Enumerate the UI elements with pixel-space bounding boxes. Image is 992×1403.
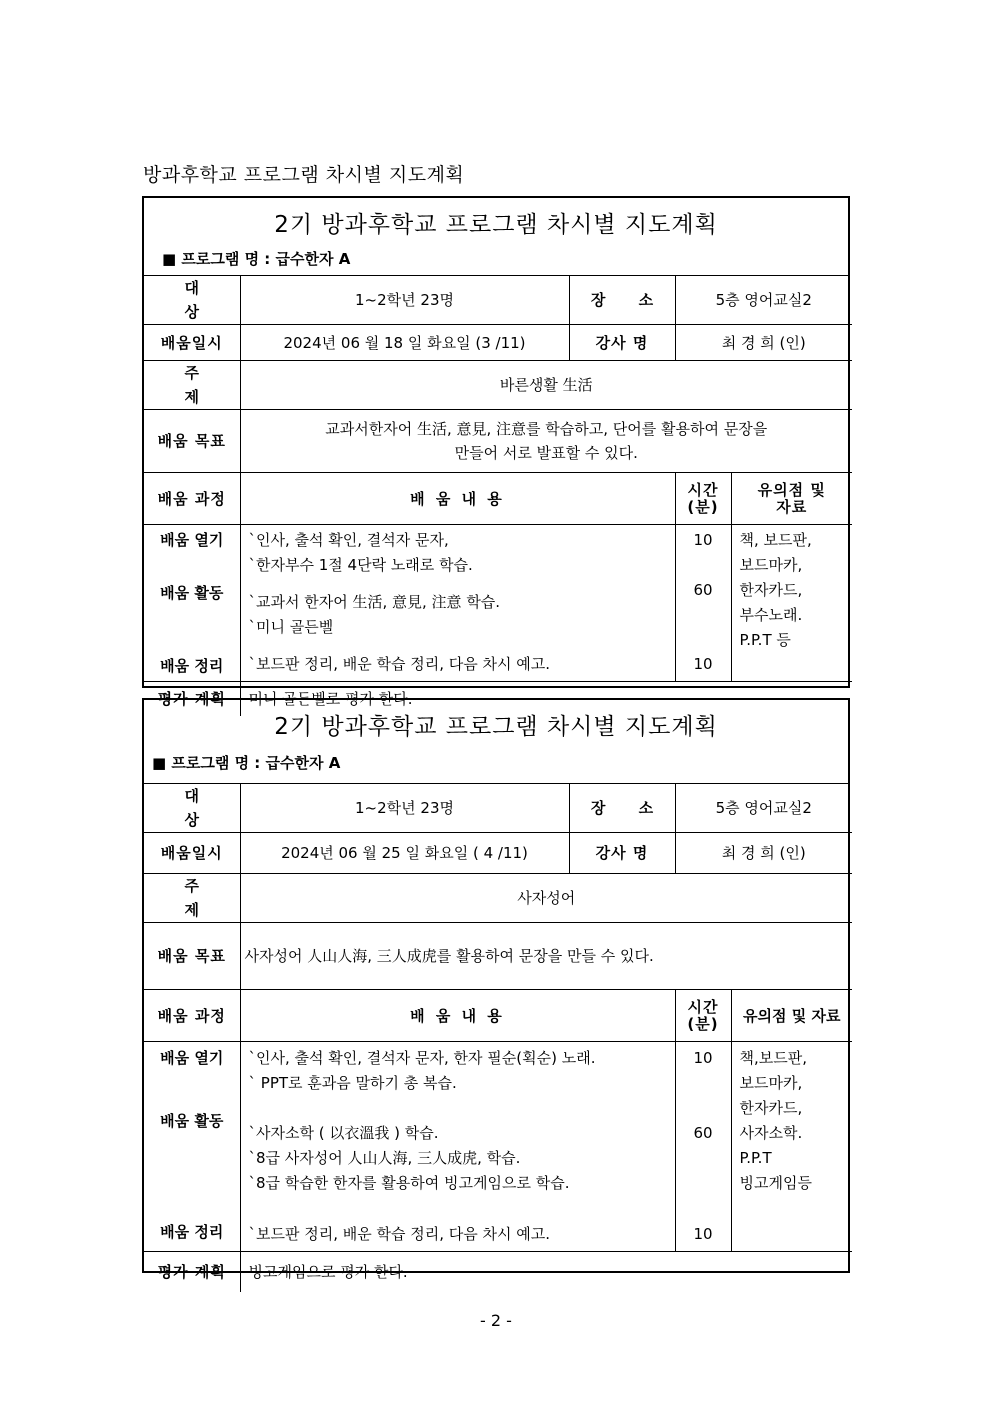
time-value: 10 xyxy=(693,655,713,673)
plan-table xyxy=(144,276,852,716)
material-line: 사자소학. xyxy=(739,1124,803,1142)
content-header: 배 움 내 용 xyxy=(240,990,675,1042)
process-steps xyxy=(144,1042,240,1252)
lesson-plan-1 xyxy=(142,196,850,708)
content-line: `사자소학 ( 以衣溫我 ) 학습. xyxy=(248,1124,439,1142)
eval-label: 평가 계획 xyxy=(144,682,240,716)
eval-label: 평가 계획 xyxy=(144,1252,240,1292)
goal-line: 만들어 서로 발표할 수 있다. xyxy=(454,444,638,462)
plan-title: 2기 방과후학교 프로그램 차시별 지도계획 xyxy=(274,212,718,238)
goal-label: 배움 목표 xyxy=(144,923,240,990)
step-close: 배움 정리 xyxy=(160,1223,224,1241)
materials-cell xyxy=(731,525,852,682)
content-line: `8급 학습한 한자를 활용하여 빙고게임으로 학습. xyxy=(248,1174,570,1192)
goal-line: 교과서한자어 生活, 意見, 注意를 학습하고, 단어를 활용하여 문장을 xyxy=(325,420,768,438)
target-label: 대 상 xyxy=(144,276,240,325)
materials-cell xyxy=(731,1042,852,1252)
place-value: 5층 영어교실2 xyxy=(675,784,852,833)
program-value: 급수한자 A xyxy=(265,754,341,772)
place-label: 장 소 xyxy=(569,276,675,325)
time-value: 10 xyxy=(693,531,713,549)
content-line: `인사, 출석 확인, 결석자 문자, xyxy=(248,531,449,549)
content-line: `한자부수 1절 4단락 노래로 학습. xyxy=(248,556,473,574)
content-line: `보드판 정리, 배운 학습 정리, 다음 차시 예고. xyxy=(248,1225,551,1243)
teacher-label: 강사 명 xyxy=(569,325,675,361)
eval-value: 빙고게임으로 평가 한다. xyxy=(240,1252,852,1292)
time-cell xyxy=(675,525,731,682)
teacher-label: 강사 명 xyxy=(569,833,675,874)
plan-title: 2기 방과후학교 프로그램 차시별 지도계획 xyxy=(274,714,718,740)
content-cell xyxy=(240,525,675,682)
plan-header xyxy=(144,198,848,276)
step-open: 배움 열기 xyxy=(160,531,224,549)
goal-value xyxy=(240,410,852,473)
topic-label: 주 제 xyxy=(144,361,240,410)
material-line: 책, 보드판, xyxy=(739,531,812,549)
material-line: 부수노래. xyxy=(739,606,803,624)
time-value: 60 xyxy=(693,581,713,599)
material-line: P.P.T 등 xyxy=(739,631,791,649)
goal-line: 사자성어 人山人海, 三人成虎를 활용하여 문장을 만들 수 있다. xyxy=(244,947,654,965)
plan-header xyxy=(144,700,848,784)
program-label: ■ 프로그램 명 : xyxy=(162,250,276,268)
content-header: 배 움 내 용 xyxy=(240,473,675,525)
eval-value: 미니 골든벨로 평가 한다. xyxy=(240,682,852,716)
place-label: 장 소 xyxy=(569,784,675,833)
step-activity: 배움 활동 xyxy=(160,584,224,602)
target-value: 1~2학년 23명 xyxy=(240,276,569,325)
program-label: ■ 프로그램 명 : xyxy=(152,754,266,772)
material-line: 보드마카, xyxy=(739,1074,803,1092)
teacher-value: 최 경 희 (인) xyxy=(675,325,852,361)
time-header: 시간 (분) xyxy=(675,473,731,525)
content-cell xyxy=(240,1042,675,1252)
step-close: 배움 정리 xyxy=(160,657,224,675)
topic-value: 바른생활 生活 xyxy=(240,361,852,410)
content-line: `보드판 정리, 배운 학습 정리, 다음 차시 예고. xyxy=(248,655,551,673)
material-line: 한자카드, xyxy=(739,581,803,599)
content-line: ` PPT로 훈과음 말하기 총 복습. xyxy=(248,1074,457,1092)
material-line: P.P.T xyxy=(739,1149,772,1167)
material-line: 빙고게임등 xyxy=(739,1174,812,1192)
time-value: 60 xyxy=(693,1124,713,1142)
date-value: 2024년 06 월 18 일 화요일 (3 /11) xyxy=(240,325,569,361)
process-label: 배움 과정 xyxy=(144,473,240,525)
plan-table xyxy=(144,784,852,1292)
topic-value: 사자성어 xyxy=(240,874,852,923)
material-line: 한자카드, xyxy=(739,1099,803,1117)
program-name xyxy=(162,248,350,269)
materials-header: 유의점 및 자료 xyxy=(731,473,852,525)
materials-header: 유의점 및 자료 xyxy=(731,990,852,1042)
lesson-plan-2 xyxy=(142,698,850,1281)
program-name xyxy=(152,752,340,773)
material-line: 책,보드판, xyxy=(739,1049,807,1067)
place-value: 5층 영어교실2 xyxy=(675,276,852,325)
teacher-value: 최 경 희 (인) xyxy=(675,833,852,874)
step-activity: 배움 활동 xyxy=(160,1112,224,1130)
content-line: `교과서 한자어 生活, 意見, 注意 학습. xyxy=(248,593,501,611)
content-line: `미니 골든벨 xyxy=(248,618,334,636)
date-value: 2024년 06 월 25 일 화요일 ( 4 /11) xyxy=(240,833,569,874)
process-label: 배움 과정 xyxy=(144,990,240,1042)
time-header: 시간 (분) xyxy=(675,990,731,1042)
step-open: 배움 열기 xyxy=(160,1049,224,1067)
time-value: 10 xyxy=(693,1049,713,1067)
date-label: 배움일시 xyxy=(144,325,240,361)
content-line: `8급 사자성어 人山人海, 三人成虎, 학습. xyxy=(248,1149,521,1167)
process-steps xyxy=(144,525,240,682)
page-number: - 2 - xyxy=(480,1311,512,1330)
content-line: `인사, 출석 확인, 결석자 문자, 한자 필순(획순) 노래. xyxy=(248,1049,596,1067)
target-label: 대 상 xyxy=(144,784,240,833)
goal-value xyxy=(240,923,852,990)
topic-label: 주 제 xyxy=(144,874,240,923)
date-label: 배움일시 xyxy=(144,833,240,874)
time-value: 10 xyxy=(693,1225,713,1243)
time-cell xyxy=(675,1042,731,1252)
target-value: 1~2학년 23명 xyxy=(240,784,569,833)
goal-label: 배움 목표 xyxy=(144,410,240,473)
document-heading: 방과후학교 프로그램 차시별 지도계획 xyxy=(143,164,465,186)
program-value: 급수한자 A xyxy=(275,250,351,268)
material-line: 보드마카, xyxy=(739,556,803,574)
